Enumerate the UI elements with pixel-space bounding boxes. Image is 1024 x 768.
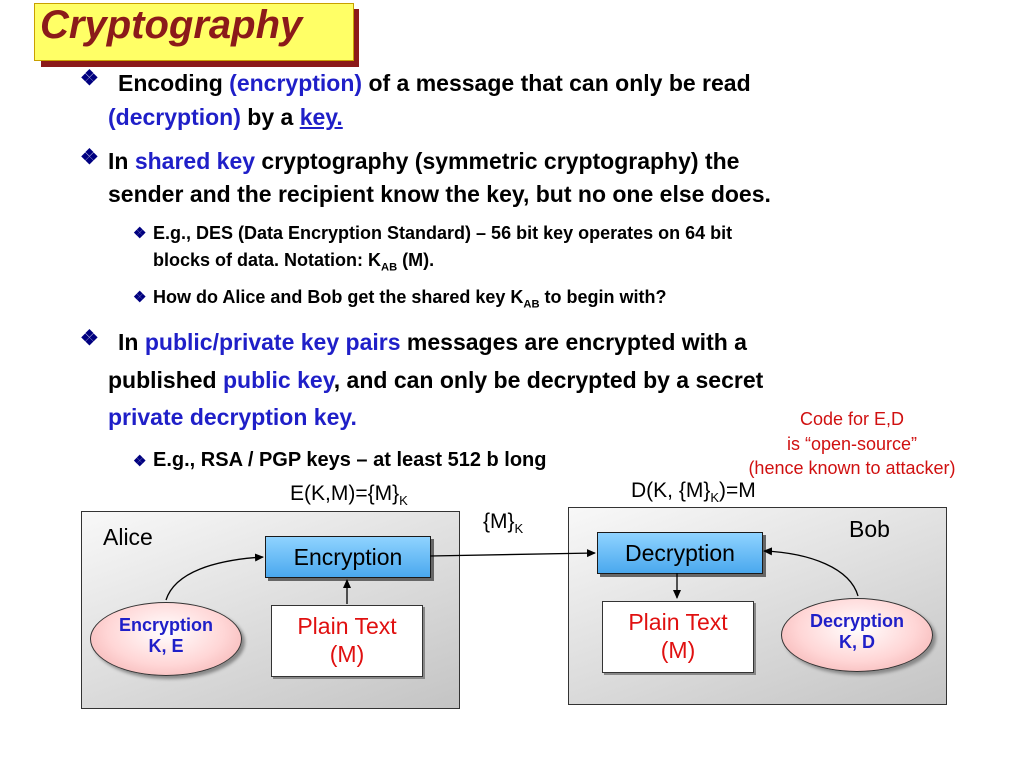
text-span: published bbox=[108, 367, 223, 393]
text-span: blocks of data. Notation: K bbox=[153, 250, 382, 270]
note-line-3: (hence known to attacker) bbox=[748, 458, 956, 478]
text-span: by a bbox=[240, 104, 300, 130]
highlight-key: key. bbox=[299, 104, 343, 130]
subscript: AB bbox=[381, 261, 398, 274]
decryption-box: Decryption bbox=[597, 532, 763, 574]
sub-bullet-des-line-1: E.g., DES (Data Encryption Standard) – 56 bit key operates on 64 bit bbox=[153, 223, 733, 243]
subscript: K bbox=[710, 490, 720, 506]
text-span: Encoding bbox=[118, 70, 230, 96]
ciphertext-arrow bbox=[430, 553, 595, 556]
subscript: AB bbox=[523, 298, 540, 311]
key-oval-value: K, D bbox=[839, 632, 875, 652]
alice-label: Alice bbox=[103, 524, 153, 550]
text-span: D(K, {M} bbox=[631, 479, 711, 502]
plain-text-label: Plain Text bbox=[297, 613, 397, 639]
subscript: K bbox=[514, 521, 524, 537]
text-span: In bbox=[118, 329, 145, 355]
highlight-public-private: public/private key pairs bbox=[144, 329, 401, 355]
bullet-2-line-2: sender and the recipient know the key, but no one else does. bbox=[108, 181, 771, 207]
note-line-2: is “open-source” bbox=[786, 434, 918, 454]
highlight-shared-key: shared key bbox=[134, 148, 256, 174]
subscript: K bbox=[399, 493, 408, 509]
highlight-public-key: public key bbox=[223, 367, 334, 393]
highlight-decryption: (decryption) bbox=[108, 104, 241, 130]
plain-text-label: Plain Text bbox=[628, 609, 728, 635]
diamond-bullet-icon: ❖ bbox=[133, 289, 147, 306]
text-span: messages are encrypted with a bbox=[400, 329, 747, 355]
text-span: (M). bbox=[397, 250, 435, 270]
highlight-encryption: (encryption) bbox=[229, 70, 363, 96]
key-oval-label: Decryption bbox=[809, 611, 905, 631]
diamond-bullet-icon: ❖ bbox=[133, 225, 147, 242]
key-oval-value: K, E bbox=[148, 636, 184, 656]
plain-text-symbol: (M) bbox=[329, 641, 365, 667]
bob-label: Bob bbox=[849, 516, 890, 542]
note-line-1: Code for E,D bbox=[799, 409, 905, 429]
text-span: cryptography (symmetric cryptography) the bbox=[255, 148, 740, 174]
key-oval-label: Encryption bbox=[118, 615, 213, 635]
bob-key-arrow bbox=[764, 551, 858, 596]
page-title: Cryptography bbox=[40, 3, 303, 47]
diamond-bullet-icon: ❖ bbox=[80, 67, 99, 90]
text-span: of a message that can only be read bbox=[362, 70, 751, 96]
text-span: E(K,M)={M} bbox=[290, 482, 400, 505]
sub-bullet-rsa: E.g., RSA / PGP keys – at least 512 b long bbox=[153, 449, 547, 471]
text-span: {M} bbox=[483, 510, 515, 533]
alice-key-arrow bbox=[166, 557, 263, 600]
text-span: , and can only be decrypted by a secret bbox=[333, 367, 764, 393]
text-span: )=M bbox=[719, 479, 756, 502]
diamond-bullet-icon: ❖ bbox=[133, 453, 147, 470]
plain-text-symbol: (M) bbox=[660, 637, 696, 663]
text-span: How do Alice and Bob get the shared key K bbox=[153, 287, 524, 307]
diamond-bullet-icon: ❖ bbox=[80, 327, 99, 350]
text-span: to begin with? bbox=[539, 287, 667, 307]
diamond-bullet-icon: ❖ bbox=[80, 146, 99, 169]
encryption-box: Encryption bbox=[265, 536, 431, 578]
bullet-3-line-3: private decryption key. bbox=[108, 404, 357, 430]
text-span: In bbox=[108, 148, 135, 174]
